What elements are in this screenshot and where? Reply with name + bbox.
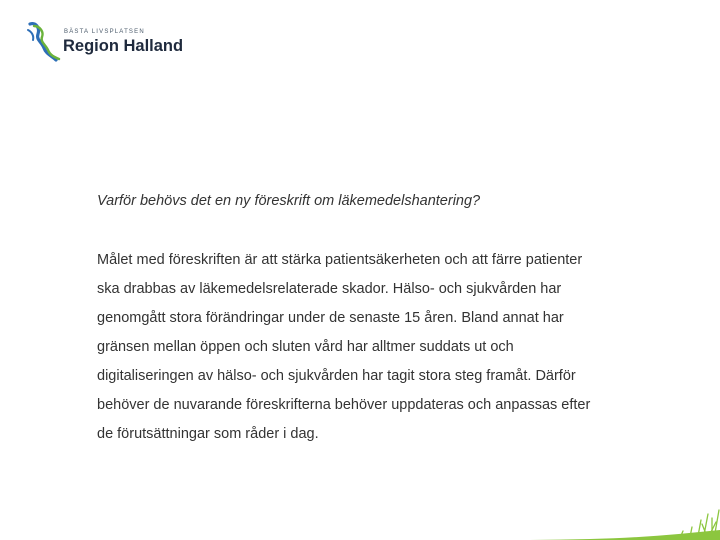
paragraph-line: de förutsättningar som råder i dag. [97, 426, 319, 442]
slide-paragraph [97, 246, 687, 449]
region-halland-logo [26, 20, 186, 64]
logo-name: Region Halland [63, 37, 184, 55]
paragraph-line: ska drabbas av läkemedelsrelaterade skador. Hälso- och sjukvården har [97, 281, 562, 297]
grass-decoration [530, 500, 720, 540]
paragraph-line: digitaliseringen av hälso- och sjukvården har tagit stora steg framåt. Därför [97, 368, 576, 384]
paragraph-line: gränsen mellan öppen och sluten vård har alltmer suddats ut och [97, 339, 514, 355]
slide-content [97, 188, 687, 449]
paragraph-line: genomgått stora förändringar under de senaste 15 åren. Bland annat har [97, 310, 564, 326]
logo-tagline: BÄSTA LIVSPLATSEN [64, 29, 145, 35]
paragraph-line: behöver de nuvarande föreskrifterna behöver uppdateras och anpassas efter [97, 397, 591, 413]
paragraph-line: Målet med föreskriften är att stärka patientsäkerheten och att färre patienter [97, 252, 583, 268]
slide-question: Varför behövs det en ny föreskrift om läkemedelshantering? [97, 193, 481, 209]
region-halland-emblem-icon [26, 20, 66, 64]
